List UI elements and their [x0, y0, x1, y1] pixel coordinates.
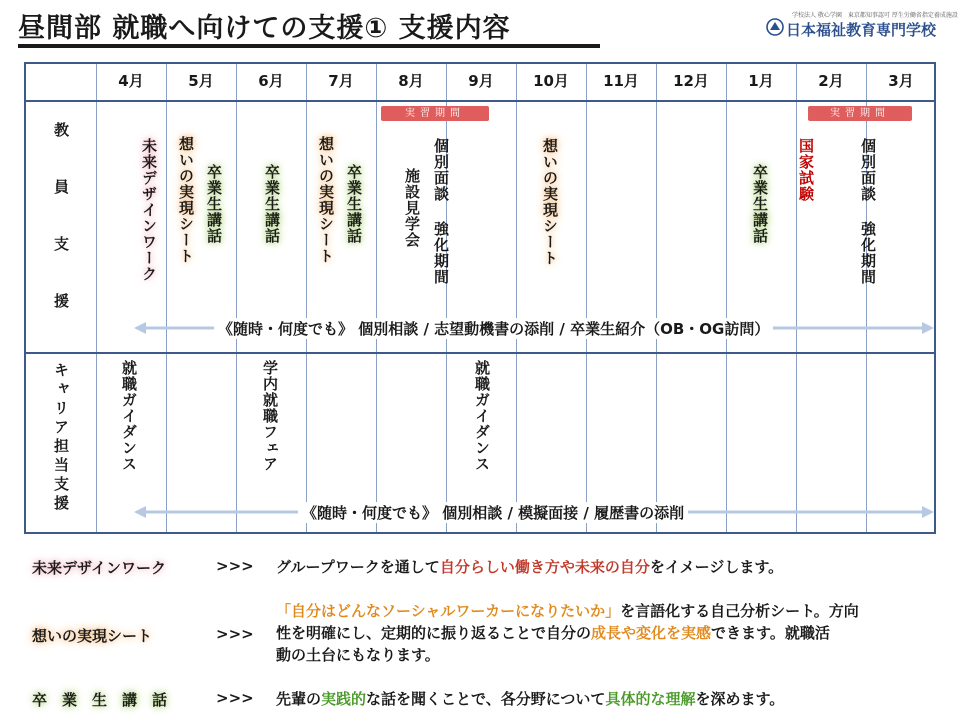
legend-arrow: >>>	[216, 557, 254, 575]
logo-school-name: 日本福祉教育専門学校	[786, 21, 937, 39]
row-label-career: キャリア担当支援	[52, 362, 70, 514]
schedule-table	[24, 62, 936, 534]
month-header: 7月	[328, 72, 354, 90]
month-header: 2月	[818, 72, 844, 90]
omoi-sheet-item: 想いの実現シート	[541, 138, 559, 266]
month-header: 1月	[748, 72, 774, 90]
month-header: 6月	[258, 72, 284, 90]
logo-org-text: 学校法人 敬心学園 東京都知事認可 厚生労働省指定養成施設	[792, 12, 958, 19]
interview-period-item: 個別面談 強化期間	[859, 138, 877, 285]
school-logo	[764, 10, 958, 40]
month-header: 9月	[468, 72, 494, 90]
national-exam-item: 国家試験	[797, 138, 815, 202]
legend-omoi-label: 想いの実現シート	[32, 627, 153, 645]
practicum-badge: 実習期間	[808, 106, 912, 121]
job-guidance-item: 就職ガイダンス	[120, 360, 138, 472]
title-underline	[18, 44, 600, 48]
alumni-talk-item: 卒業生講話	[345, 164, 363, 244]
alumni-talk-item: 卒業生講話	[263, 164, 281, 244]
legend-omoi-desc: 「自分はどんなソーシャルワーカーになりたいか」を言語化する自己分析シート。方向 性を明確にし、定期的に振り返ることで自分の成長や変化を実感できます。就職活 動の土台にもなります。	[276, 602, 859, 664]
month-header: 5月	[188, 72, 214, 90]
legend-sotsu-label: 卒 業 生 講 話	[32, 691, 168, 709]
legend-arrow: >>>	[216, 689, 254, 707]
school-emblem-icon	[766, 18, 784, 36]
month-header: 10月	[533, 72, 569, 90]
month-header: 11月	[603, 72, 639, 90]
interview-period-item: 個別面談 強化期間	[432, 138, 450, 285]
month-header: 4月	[118, 72, 144, 90]
row-label-teacher: 教員支援	[52, 122, 70, 350]
career-ongoing-support: 《随時・何度でも》 個別相談 / 模擬面接 / 履歴書の添削	[298, 502, 688, 523]
omoi-sheet-item: 想いの実現シート	[177, 136, 195, 264]
alumni-talk-item: 卒業生講話	[751, 164, 769, 244]
legend-arrow: >>>	[216, 625, 254, 643]
teacher-ongoing-support: 《随時・何度でも》 個別相談 / 志望動機書の添削 / 卒業生紹介（OB・OG訪問）	[214, 318, 773, 339]
alumni-talk-item: 卒業生講話	[205, 164, 223, 244]
practicum-badge: 実習期間	[381, 106, 489, 121]
facility-visit-item: 施設見学会	[403, 168, 421, 248]
month-header: 3月	[888, 72, 914, 90]
legend-future-label: 未来デザインワーク	[32, 559, 166, 577]
month-header: 12月	[673, 72, 709, 90]
legend-sotsu-desc: 先輩の実践的な話を聞くことで、各分野について具体的な理解を深めます。	[276, 690, 785, 708]
month-header: 8月	[398, 72, 424, 90]
future-design-work-item: 未来デザインワーク	[140, 138, 158, 282]
legend-future-desc: グループワークを通して自分らしい働き方や未来の自分をイメージします。	[276, 558, 784, 576]
job-guidance-item: 就職ガイダンス	[473, 360, 491, 472]
job-fair-item: 学内就職フェア	[261, 360, 279, 472]
page-title: 昼間部 就職へ向けての支援① 支援内容	[18, 13, 511, 44]
omoi-sheet-item: 想いの実現シート	[317, 136, 335, 264]
